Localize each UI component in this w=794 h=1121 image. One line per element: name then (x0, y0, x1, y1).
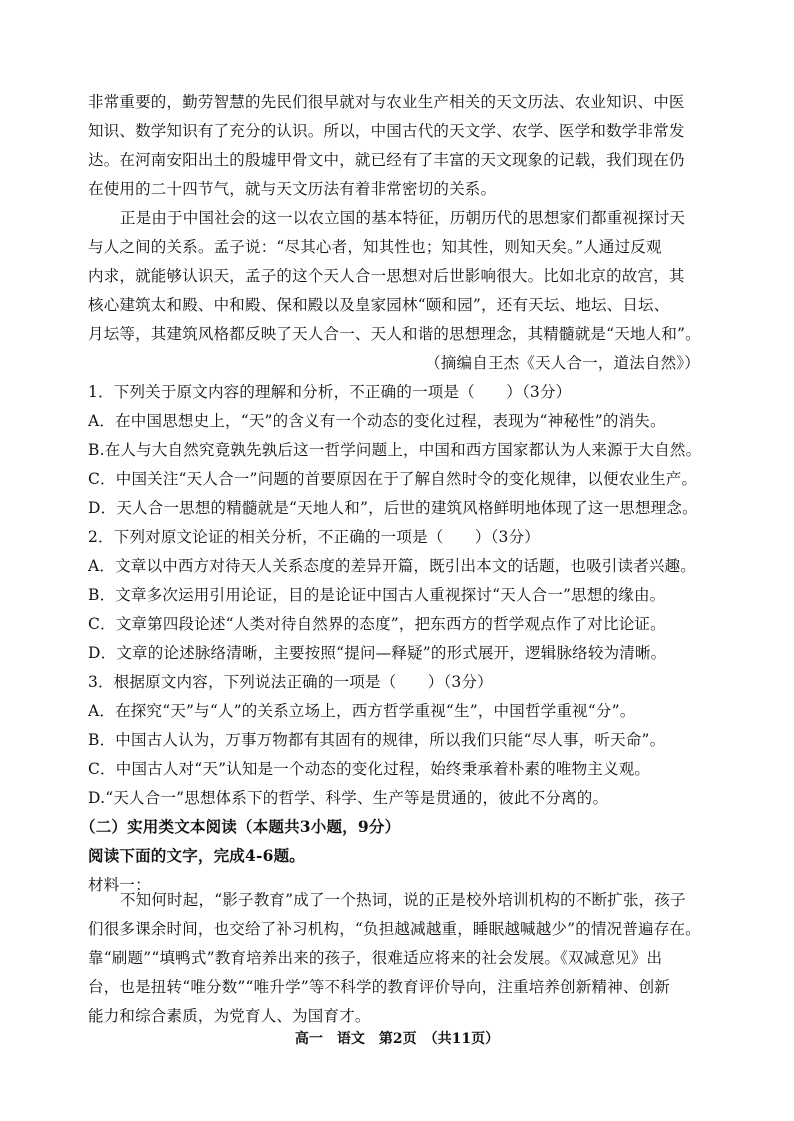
question-option: D．文章的论述脉络清晰，主要按照“提问—释疑”的形式展开，逻辑脉络较为清晰。 (88, 644, 667, 662)
question-option: B．文章多次运用引用论证，目的是论证中国古人重视探讨“天人合一”思想的缘由。 (88, 586, 666, 604)
question-option: A．在中国思想史上，“天”的含义有一个动态的变化过程，表现为“神秘性”的消失。 (88, 412, 666, 430)
passage-line: 在使用的二十四节气，就与天文历法有着非常密切的关系。 (88, 180, 497, 198)
question-stem: 1．下列关于原文内容的理解和分析，不正确的一项是（ ）（3分） (88, 383, 572, 401)
question-option: D．天人合一思想的精髓就是“天地人和”，后世的建筑风格鲜明地体现了这一思想理念。 (88, 499, 698, 517)
question-option: A．文章以中西方对待天人关系态度的差异开篇，既引出本文的话题，也吸引读者兴趣。 (88, 557, 696, 575)
question-option: B.在人与大自然究竟孰先孰后这一哲学问题上，中国和西方国家都认为人来源于大自然。 (88, 441, 702, 459)
question-option: C．中国古人对“天”认知是一个动态的变化过程，始终秉承着朴素的唯物主义观。 (88, 760, 651, 778)
section-instruction: 阅读下面的文字，完成4-6题。 (88, 846, 306, 865)
question-option: A．在探究“天”与“人”的关系立场上，西方哲学重视“生”，中国哲学重视“分”。 (88, 702, 636, 720)
question-stem: 2．下列对原文论证的相关分析，不正确的一项是（ ）（3分） (88, 528, 540, 546)
question-option: B．中国古人认为，万事万物都有其固有的规律，所以我们只能“尽人事，听天命”。 (88, 731, 666, 749)
passage-line: 达。在河南安阳出土的殷墟甲骨文中，就已经有了丰富的天文现象的记载，我们现在仍 (88, 151, 685, 169)
section-heading: （二）实用类文本阅读（本题共3小题，9分） (80, 817, 401, 836)
question-option: C．文章第四段论述“人类对待自然界的态度”，把东西方的哲学观点作了对比论证。 (88, 615, 666, 633)
material-line: 不知何时起，“影子教育”成了一个热词，说的正是校外培训机构的不断扩张，孩子 (120, 891, 686, 909)
passage-line: 月坛等，其建筑风格都反映了天人合一、天人和谐的思想理念，其精髓就是“天地人和”。 (88, 325, 701, 343)
question-option: C．中国关注“天人合一”问题的首要原因在于了解自然时令的变化规律，以便农业生产。 (88, 470, 698, 488)
material-label: 材料一： (88, 876, 151, 894)
passage-line: 非常重要的，勤劳智慧的先民们很早就对与农业生产相关的天文历法、农业知识、中医 (88, 93, 685, 111)
question-option: D.“天人合一”思想体系下的哲学、科学、生产等是贯通的，彼此不分离的。 (88, 789, 609, 807)
passage-line: 知识、数学知识有了充分的认识。所以，中国古代的天文学、农学、医学和数学非常发 (88, 122, 685, 140)
passage-line: 内求，就能够认识天，孟子的这个天人合一思想对后世影响很大。比如北京的故宫，其 (88, 267, 685, 285)
material-line: 能力和综合素质，为党育人、为国育才。 (88, 1007, 371, 1025)
passage-line: 核心建筑太和殿、中和殿、保和殿以及皇家园林“颐和园”，还有天坛、地坛、日坛、 (88, 296, 670, 314)
page-footer: 高一 语文 第2页 （共11页） (294, 1031, 500, 1047)
material-line: 台，也是扭转“唯分数”“唯升学”等不科学的教育评价导向，注重培养创新精神、创新 (88, 978, 670, 996)
passage-source: （摘编自王杰《天人合一，道法自然》） (425, 354, 700, 372)
material-line: 们很多课余时间，也交给了补习机构，“负担越减越重，睡眠越喊越少”的情况普遍存在。 (88, 920, 701, 938)
passage-line: 与人之间的关系。孟子说：“尽其心者，知其性也；知其性，则知天矣。”人通过反观 (88, 238, 662, 256)
question-stem: 3．根据原文内容，下列说法正确的一项是（ ）（3分） (88, 673, 493, 691)
material-line: 靠“刷题”“填鸭式”教育培养出来的孩子，很难适应将来的社会发展。《双减意见》出 (88, 949, 663, 967)
passage-line: 正是由于中国社会的这一以农立国的基本特征，历朝历代的思想家们都重视探讨天 (120, 209, 686, 227)
